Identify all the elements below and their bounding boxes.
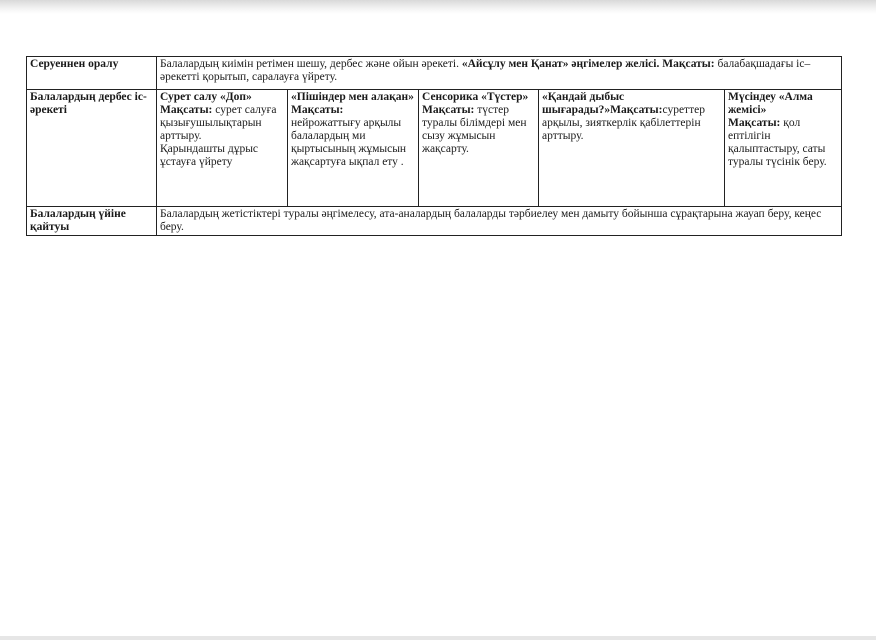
scan-bottom-edge xyxy=(0,636,876,640)
activity-cell-modeling xyxy=(725,90,842,207)
activity-cell-shapes xyxy=(288,90,419,207)
activity-goal-text: түстер туралы білімдері мен сызу жұмысын жақсарту. xyxy=(422,104,527,155)
activity-goal-text: қол ептілігін қалыптастыру, саты туралы түсінік беру. xyxy=(728,117,827,168)
walk-return-text-a: Балалардың киімін ретімен шешу, дербес және ойын әрекеті. xyxy=(160,58,459,70)
activity-goal-label: Мақсаты: xyxy=(160,104,213,116)
activity-title: Мүсіндеу «Алма жемісі» xyxy=(728,91,813,116)
activity-goal-label: Мақсаты: xyxy=(610,104,663,116)
table-row-independent-activity xyxy=(27,90,842,207)
activity-goal-text: сурет салуға қызығушылықтарын арттыру. xyxy=(160,104,277,142)
daily-plan-table xyxy=(26,56,842,236)
row-label-text: Серуеннен оралу xyxy=(30,58,119,70)
activity-title: «Пішіндер мен алақан» xyxy=(291,91,414,103)
table-row-going-home xyxy=(27,207,842,236)
activity-title: Сенсорика «Түстер» xyxy=(422,91,529,103)
walk-return-text-c: балабақшадағы іс–әрекетті қорытып, саралауға үйрету. xyxy=(160,58,811,83)
scan-top-shadow xyxy=(0,0,876,14)
walk-return-content xyxy=(157,57,842,90)
row-label-going-home xyxy=(27,207,157,236)
activity-extra-text: Қарындашты дұрыс ұстауға үйрету xyxy=(160,143,259,168)
activity-goal-text: нейрожаттығу арқылы балалардың ми қыртысының жұмысын жақсартуға ықпал ету . xyxy=(291,117,407,168)
activity-cell-sensory xyxy=(419,90,539,207)
table-row-walk-return xyxy=(27,57,842,90)
walk-return-text-b: «Айсұлу мен Қанат» әңгімелер желісі. Мақсаты: xyxy=(461,58,715,70)
row-label-text: Балалардың дербес іс-әрекеті xyxy=(30,91,147,116)
row-label-text: Балалардың үйіне қайтуы xyxy=(30,208,126,233)
going-home-content xyxy=(157,207,842,236)
activity-goal-label: Мақсаты: xyxy=(291,104,344,116)
going-home-text: Балалардың жетістіктері туралы әңгімелесу, ата-аналардың балаларды тәрбиелеу мен дамыту бойынша сұрақтарына жауап беру, кеңес беру. xyxy=(160,208,822,233)
activity-cell-drawing xyxy=(157,90,288,207)
activity-goal-text: суреттер арқылы, зияткерлік қабілеттерін арттыру. xyxy=(542,104,705,142)
activity-goal-label: Мақсаты: xyxy=(422,104,475,116)
activity-title: Сурет салу «Доп» xyxy=(160,91,252,103)
activity-goal-label: Мақсаты: xyxy=(728,117,781,129)
row-label-independent-activity xyxy=(27,90,157,207)
activity-cell-sounds xyxy=(539,90,725,207)
row-label-walk-return xyxy=(27,57,157,90)
activity-title: «Қандай дыбыс шығарады?» xyxy=(542,91,625,116)
